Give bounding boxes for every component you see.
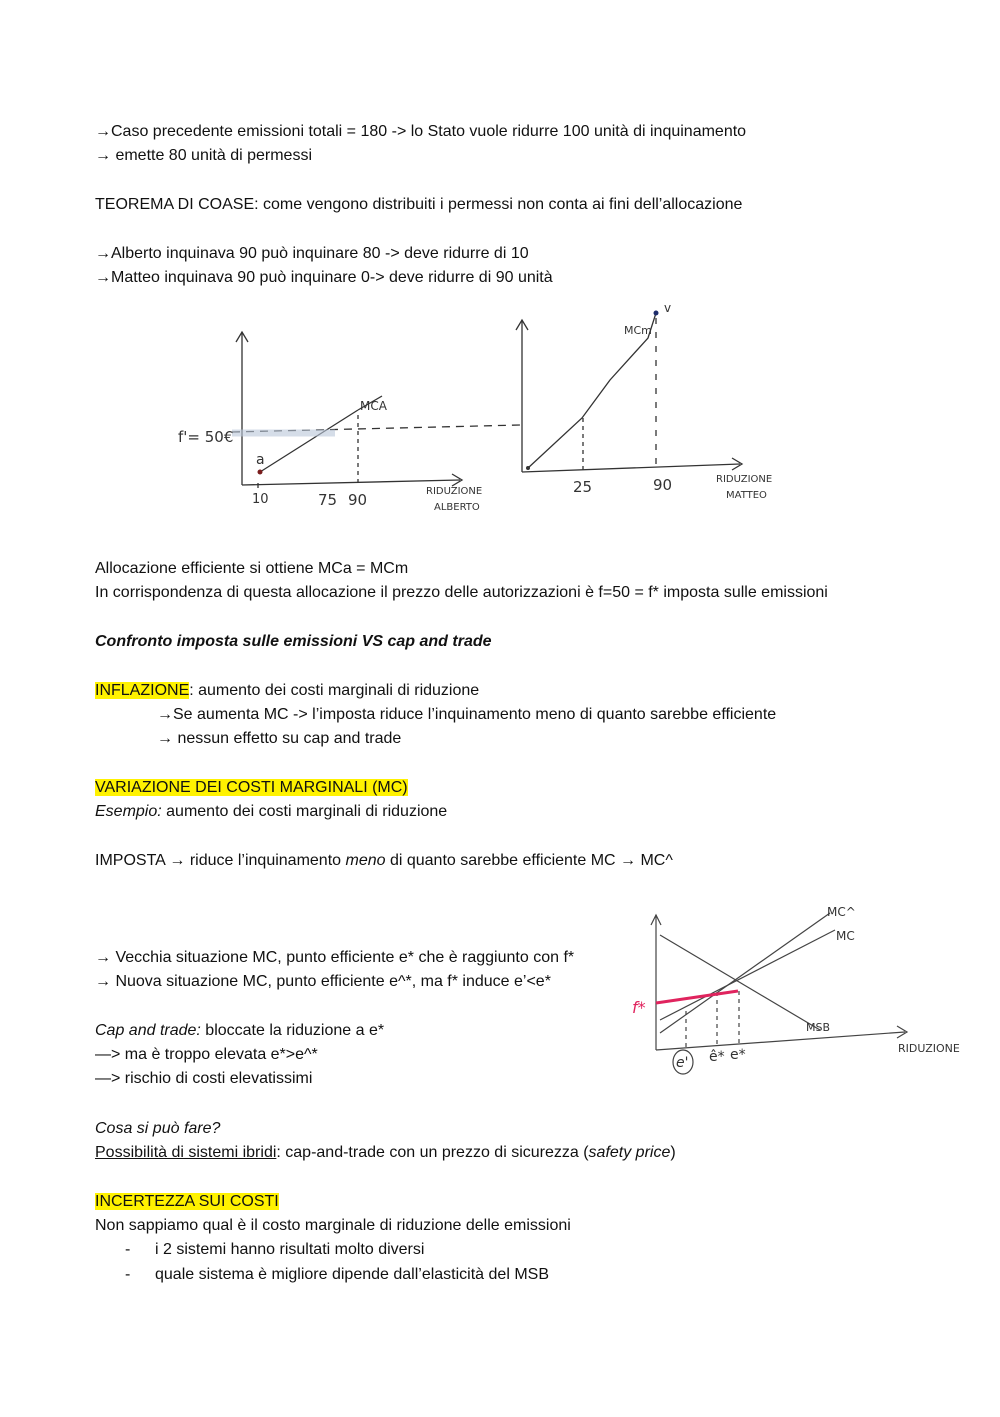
text-span: Possibilità di sistemi ibridi: [95, 1144, 277, 1161]
msb-label: MSB: [806, 1021, 831, 1034]
mchat-label: MC^: [827, 905, 856, 919]
tick-10: 10: [252, 492, 269, 507]
tick-75: 75: [318, 491, 338, 509]
text-span: IMPOSTA → riduce l’inquinamento: [95, 852, 346, 869]
text-span: safety price: [588, 1144, 671, 1161]
price-label: f'= 50€: [178, 428, 234, 446]
text-span: : cap-and-trade con un prezzo di sicurezza (: [276, 1144, 589, 1161]
text-line: Non sappiamo qual è il costo marginale di riduzione delle emissioni: [95, 1217, 571, 1234]
text-line: → Nuova situazione MC, punto efficiente e^*, ma f* induce e’<e*: [95, 973, 551, 990]
point-a-label: a: [256, 452, 265, 468]
text-line: Allocazione efficiente si ottiene MCa = MCm: [95, 560, 409, 577]
x-axis: [522, 464, 740, 472]
text-line: In corrispondenza di questa allocazione il prezzo delle autorizzazioni è f=50 = f* imposta sulle emissioni: [95, 584, 828, 601]
text-line: → nessun effetto su cap and trade: [157, 730, 402, 747]
text-span: bloccate la riduzione a e*: [200, 1022, 385, 1039]
axis-label: ALBERTO: [434, 502, 480, 513]
x-axis: [656, 1032, 905, 1050]
mcm-label: MCm: [624, 324, 652, 337]
tick-estar: e*: [730, 1047, 746, 1063]
tick-90: 90: [653, 476, 673, 494]
text-span: di quanto sarebbe efficiente MC → MC^: [385, 852, 673, 869]
section-heading: Confronto imposta sulle emissioni VS cap and trade: [95, 633, 492, 650]
text-line: —> rischio di costi elevatissimi: [95, 1070, 313, 1087]
mc-label: MC: [836, 929, 855, 943]
text-line: →Matteo inquinava 90 può inquinare 0-> deve ridurre di 90 unità: [95, 269, 553, 286]
text-line: —> ma è troppo elevata e*>e^*: [95, 1046, 318, 1063]
bullet-mark: -: [125, 1241, 131, 1258]
point-v: [654, 311, 659, 316]
hybrid-line: [95, 1143, 676, 1163]
origin-point: [526, 466, 530, 470]
text-line: →Caso precedente emissioni totali = 180 -> lo Stato vuole ridurre 100 unità di inquinamento: [95, 123, 747, 140]
bullet-item: quale sistema è migliore dipende dall’elasticità del MSB: [155, 1266, 549, 1283]
text-span: Esempio:: [95, 803, 162, 820]
tick-25: 25: [573, 478, 593, 496]
question-line: Cosa si può fare?: [95, 1120, 221, 1137]
mc-variation-line: [95, 778, 408, 798]
tax-line: [95, 851, 673, 871]
inflation-line: [95, 681, 479, 701]
tick-eprime: e': [676, 1055, 689, 1071]
fstar-label: f*: [632, 998, 646, 1017]
text-span: Cap and trade:: [95, 1022, 201, 1039]
highlight-incertezza: INCERTEZZA SUI COSTI: [95, 1193, 279, 1210]
sketch-alberto-matteo: [170, 300, 810, 525]
mca-curve: [260, 410, 358, 472]
text-line: → emette 80 unità di permessi: [95, 147, 312, 164]
text-span: aumento dei costi marginali di riduzione: [161, 803, 448, 820]
tick-90: 90: [348, 491, 368, 509]
highlight-variazione: VARIAZIONE DEI COSTI MARGINALI (MC): [95, 779, 408, 796]
example-line: [95, 802, 447, 822]
text-span: : aumento dei costi marginali di riduzione: [189, 682, 480, 699]
coase-theorem-line: TEOREMA DI COASE: come vengono distribuiti i permessi non conta ai fini dell’allocazione: [95, 196, 743, 213]
text-line: →Se aumenta MC -> l’imposta riduce l’inquinamento meno di quanto sarebbe efficiente: [157, 706, 777, 723]
axis-label: RIDUZIONE: [426, 486, 483, 497]
tick-ehat: ê*: [709, 1049, 725, 1065]
text-span: ): [670, 1144, 676, 1161]
point-a: [258, 470, 263, 475]
axis-label: RIDUZIONE: [716, 474, 773, 485]
uncertainty-line: [95, 1192, 279, 1212]
point-v-label: v: [664, 301, 672, 315]
text-span: meno: [345, 852, 386, 869]
highlight-inflazione: INFLAZIONE: [95, 682, 190, 699]
bullet-item: i 2 sistemi hanno risultati molto diversi: [155, 1241, 425, 1258]
text-line: →Alberto inquinava 90 può inquinare 80 -> deve ridurre di 10: [95, 245, 529, 262]
x-axis: [242, 480, 460, 485]
text-line: → Vecchia situazione MC, punto efficiente e* che è raggiunto con f*: [95, 949, 575, 966]
axis-label: RIDUZIONE: [898, 1042, 960, 1055]
bullet-mark: -: [125, 1266, 131, 1283]
sketch-mc-msb: [620, 895, 980, 1085]
mc-curve: [660, 930, 835, 1020]
axis-label: MATTEO: [726, 490, 767, 501]
mca-label: MCA: [360, 399, 387, 413]
cap-trade-line: [95, 1021, 384, 1041]
